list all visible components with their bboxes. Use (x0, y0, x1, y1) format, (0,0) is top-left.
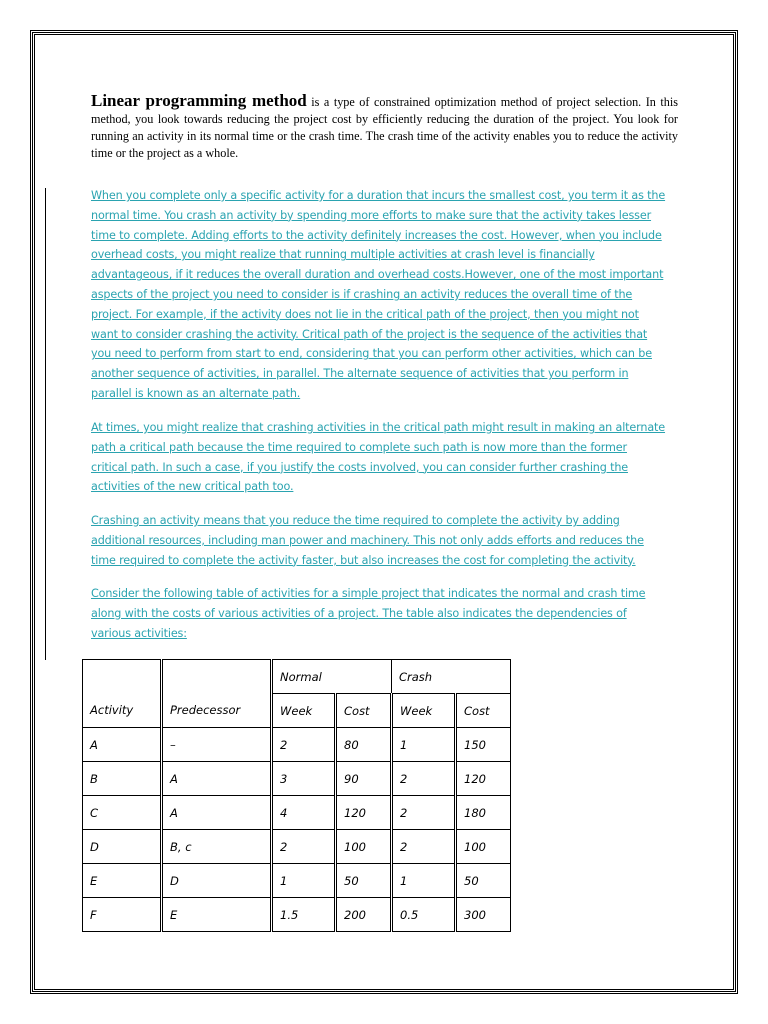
text-line: want to consider crashing the activity. Critical path of the project is the sequence of the activities that (91, 327, 648, 341)
table-cell: 90 (336, 762, 392, 796)
table-cell: 100 (456, 830, 511, 864)
table-header-row (83, 694, 511, 728)
table-cell: D (83, 830, 162, 864)
table-cell: 1 (392, 864, 456, 898)
column-header: Cost (336, 694, 392, 728)
table-cell: 4 (272, 796, 336, 830)
text-line: overhead costs, you might realize that running multiple activities at crash level is financially (91, 248, 595, 262)
text-line: various activities: (91, 626, 187, 640)
table-cell: 2 (392, 796, 456, 830)
paragraph-alternate-path (91, 418, 691, 497)
table-group-header-row (83, 660, 511, 694)
text-line: project. For example, if the activity does not lie in the critical path of the project, then you might not (91, 307, 639, 321)
table-cell: 2 (392, 762, 456, 796)
table-cell: A (162, 796, 272, 830)
table-cell: B, c (162, 830, 272, 864)
table-cell: 3 (272, 762, 336, 796)
paragraph-table-intro (91, 584, 691, 643)
table-cell: E (83, 864, 162, 898)
table-cell: 2 (272, 830, 336, 864)
empty-cell (83, 660, 162, 694)
empty-cell (162, 660, 272, 694)
paragraph-crashing-overview (91, 186, 691, 404)
table-cell: 120 (336, 796, 392, 830)
paragraph-crashing-definition (91, 511, 691, 570)
crash-group-header: Crash (392, 660, 511, 694)
text-line: you need to perform from start to end, considering that you can perform other activities, which can be (91, 347, 652, 361)
text-line: aspects of the project you need to consider is if crashing an activity reduces the overall time of the (91, 287, 633, 301)
table-row (83, 898, 511, 932)
column-header: Predecessor (162, 694, 272, 728)
table-cell: A (162, 762, 272, 796)
table-cell: 2 (272, 728, 336, 762)
table-cell: 0.5 (392, 898, 456, 932)
text-line: When you complete only a specific activity for a duration that incurs the smallest cost, you term it as the (91, 189, 666, 202)
revision-bar (45, 188, 46, 660)
table-cell: 50 (336, 864, 392, 898)
text-line: Crashing an activity means that you reduce the time required to complete the activity by adding (91, 514, 620, 527)
intro-lead: Linear programming method (91, 91, 307, 110)
table-cell: 1 (392, 728, 456, 762)
text-line: another sequence of activities, in parallel. The alternate sequence of activities that you perform in (91, 367, 629, 381)
intro-text: is a type of constrained optimization method of project selection. In this method, you look towards reducing the project cost by efficiently reducing the duration of the project. You look for running an activity in its normal time or the crash time. The crash time of the activity enables you to reduce the activity time or the project as a whole. (91, 95, 678, 160)
table-cell: 2 (392, 830, 456, 864)
text-line: Consider the following table of activities for a simple project that indicates the normal and crash time (91, 587, 646, 600)
table-cell: 50 (456, 864, 511, 898)
intro-paragraph (91, 92, 678, 162)
table-cell: A (83, 728, 162, 762)
text-line: time required to complete the activity faster, but also increases the cost for completing the activity. (91, 553, 636, 567)
activity-cost-table (82, 659, 511, 932)
column-header: Week (272, 694, 336, 728)
table-cell: 100 (336, 830, 392, 864)
column-header: Week (392, 694, 456, 728)
text-line: critical path. In such a case, if you justify the costs involved, you can consider further crashing the (91, 460, 628, 474)
table-cell: F (83, 898, 162, 932)
text-line: activities of the new critical path too. (91, 480, 294, 494)
table-cell: 1.5 (272, 898, 336, 932)
text-line: normal time. You crash an activity by spending more efforts to make sure that the activity takes lesser (91, 208, 652, 222)
table-cell: – (162, 728, 272, 762)
table-cell: 150 (456, 728, 511, 762)
table-row (83, 728, 511, 762)
column-header: Activity (83, 694, 162, 728)
text-line: along with the costs of various activities of a project. The table also indicates the dependencies of (91, 606, 627, 620)
normal-group-header: Normal (272, 660, 392, 694)
text-line: additional resources, including man power and machinery. This not only adds efforts and reduces the (91, 533, 644, 547)
table-row (83, 864, 511, 898)
table-cell: 120 (456, 762, 511, 796)
table-cell: D (162, 864, 272, 898)
table-cell: C (83, 796, 162, 830)
table-cell: B (83, 762, 162, 796)
text-line: At times, you might realize that crashing activities in the critical path might result in making an alternate (91, 421, 666, 434)
text-line: parallel is known as an alternate path. (91, 386, 301, 400)
table-row (83, 796, 511, 830)
column-header: Cost (456, 694, 511, 728)
table-cell: 300 (456, 898, 511, 932)
text-line: time to complete. Adding efforts to the activity definitely increases the cost. However, when you include (91, 228, 662, 242)
table-cell: 1 (272, 864, 336, 898)
table-row (83, 762, 511, 796)
table-cell: 200 (336, 898, 392, 932)
table-row (83, 830, 511, 864)
table-cell: 80 (336, 728, 392, 762)
text-line: advantageous, if it reduces the overall duration and overhead costs.However, one of the most important (91, 268, 664, 282)
table-cell: E (162, 898, 272, 932)
text-line: path a critical path because the time required to complete such path is now more than the former (91, 440, 627, 454)
table-cell: 180 (456, 796, 511, 830)
